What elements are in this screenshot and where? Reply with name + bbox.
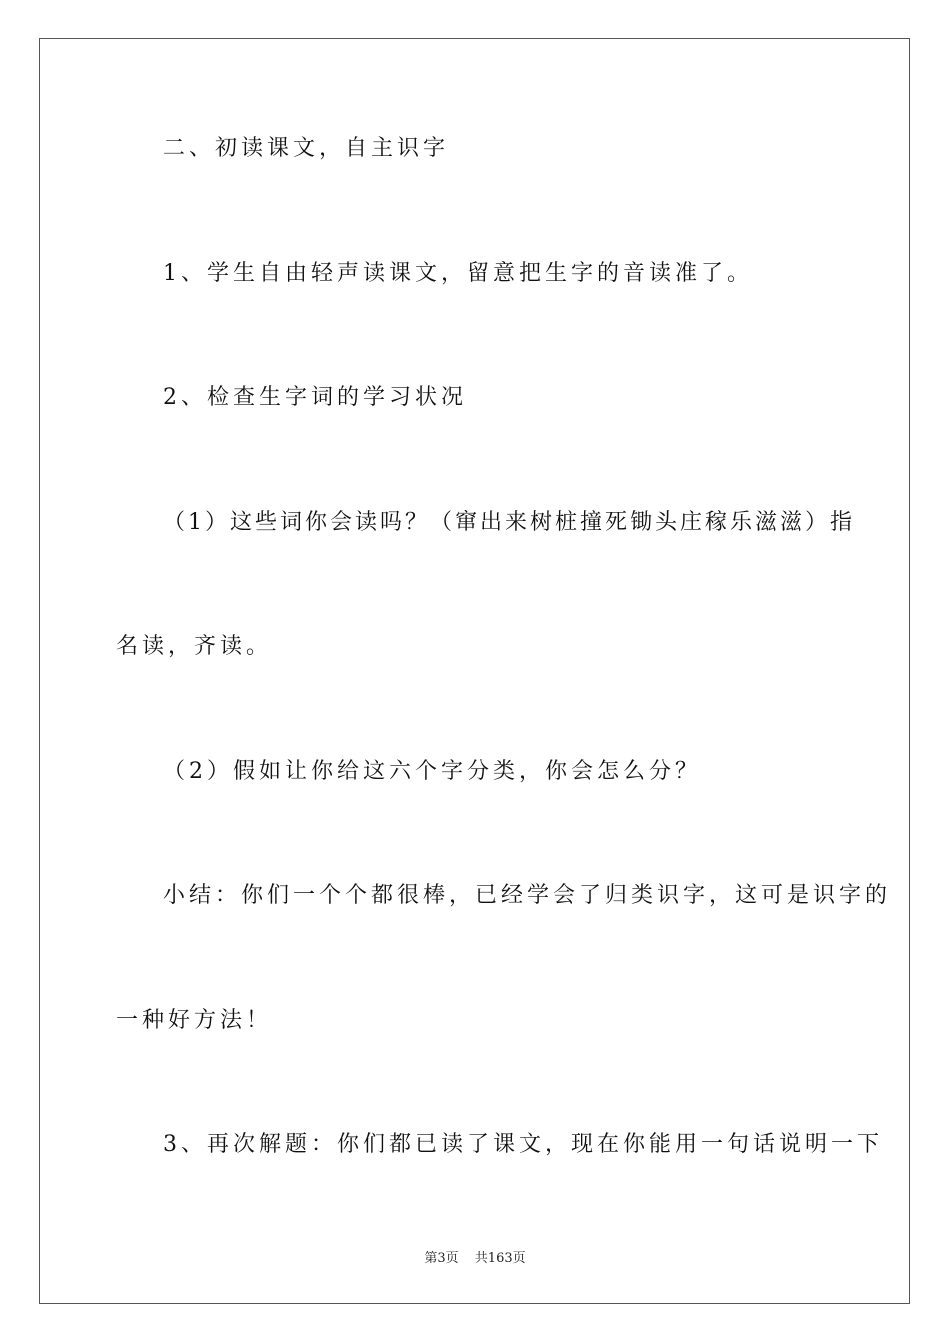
paragraph-line: 1、学生自由轻声读课文，留意把生字的音读准了。 (163, 261, 753, 286)
page-number: 第3页 (424, 1251, 459, 1266)
paragraph-line: 小结：你们一个个都很棒，已经学会了归类识字，这可是识字的 (163, 883, 892, 908)
paragraph-line: 2、检查生字词的学习状况 (163, 385, 467, 410)
page-total: 共163页 (474, 1251, 526, 1266)
paragraph-line: （1）这些词你会读吗？（窜出来树桩撞死锄头庄稼乐滋滋）指 (163, 510, 855, 535)
paragraph-line: （2）假如让你给这六个字分类，你会怎么分？ (163, 759, 701, 784)
page-frame (39, 38, 910, 1304)
page-footer (0, 1247, 950, 1266)
section-heading: 二、初读课文，自主识字 (163, 136, 450, 161)
paragraph-line: 3、再次解题：你们都已读了课文，现在你能用一句话说明一下 (163, 1132, 883, 1157)
paragraph-line: 名读，齐读。 (116, 634, 273, 659)
paragraph-line: 一种好方法！ (116, 1008, 273, 1033)
